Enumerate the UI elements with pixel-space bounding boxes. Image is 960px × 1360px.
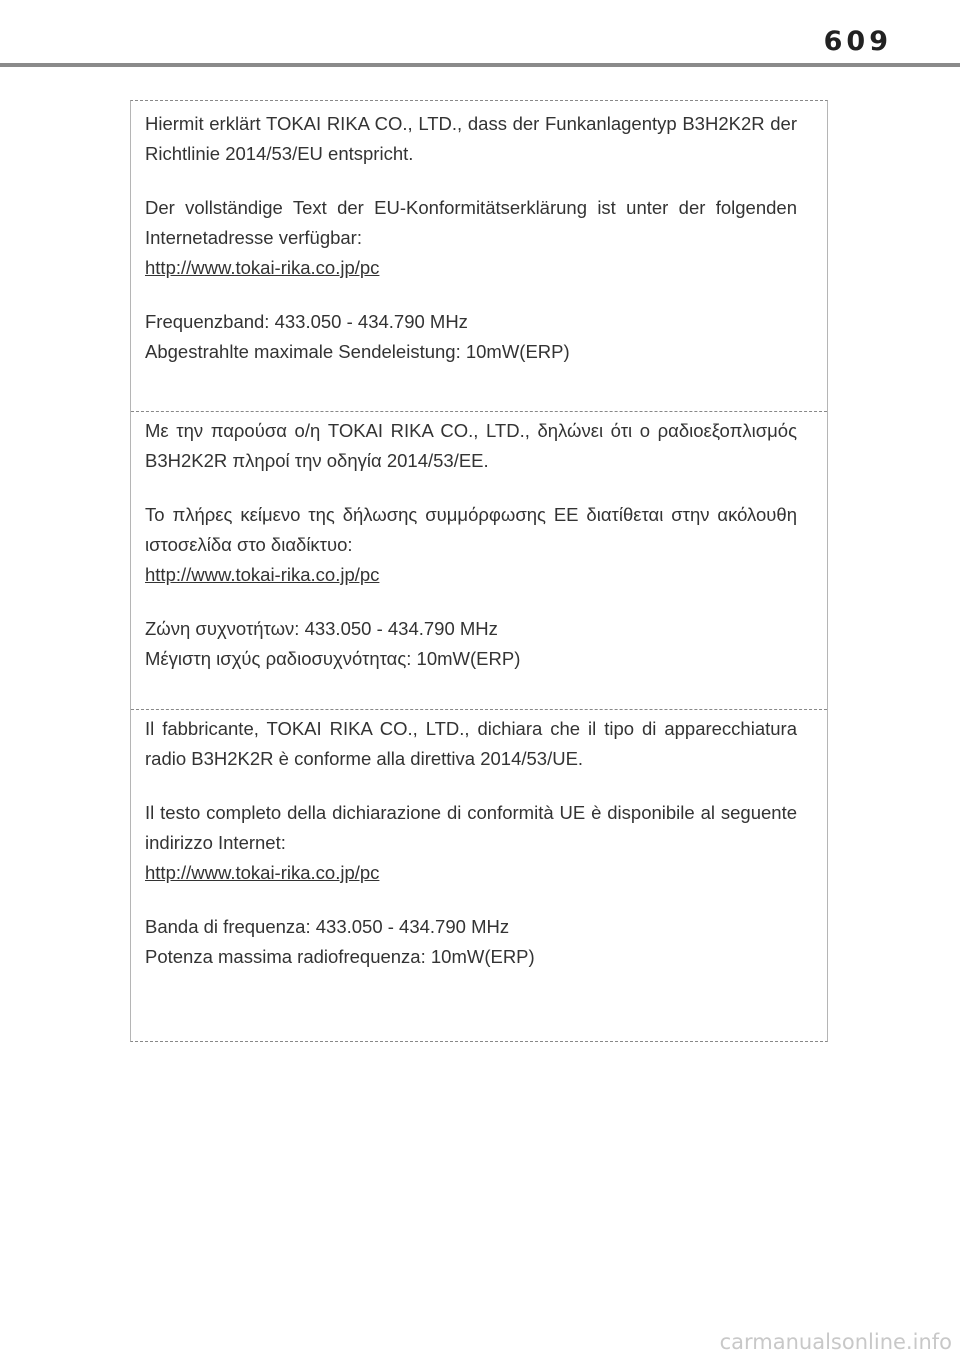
german-statement: Hiermit erklärt TOKAI RIKA CO., LTD., dass der Funkanlagentyp B3H2K2R der Richtlinie 2014/53/EU entspricht. bbox=[145, 113, 797, 164]
italian-availability: Il testo completo della dichiarazione di conformità UE è disponibile al seguente indirizzo Internet: bbox=[145, 802, 797, 853]
section-greek bbox=[131, 411, 827, 674]
header-rule bbox=[0, 63, 960, 67]
greek-specs bbox=[145, 614, 797, 674]
italian-specs bbox=[145, 912, 797, 972]
greek-frequency: Ζώνη συχνοτήτων: 433.050 - 434.790 MHz bbox=[145, 618, 498, 639]
declaration-box bbox=[130, 100, 828, 1042]
greek-power: Μέγιστη ισχύς ραδιοσυχνότητας: 10mW(ERP) bbox=[145, 648, 521, 669]
greek-url-link[interactable]: http://www.tokai-rika.co.jp/pc bbox=[145, 564, 380, 585]
italian-power: Potenza massima radiofrequenza: 10mW(ERP) bbox=[145, 946, 535, 967]
section-german bbox=[131, 109, 827, 367]
german-availability-block bbox=[145, 193, 797, 283]
german-url-link[interactable]: http://www.tokai-rika.co.jp/pc bbox=[145, 257, 380, 278]
italian-frequency: Banda di frequenza: 433.050 - 434.790 MHz bbox=[145, 916, 510, 937]
watermark: carmanualsonline.info bbox=[719, 1330, 952, 1354]
italian-statement: Il fabbricante, TOKAI RIKA CO., LTD., dichiara che il tipo di apparecchiatura radio B3H2K2R è conforme alla direttiva 2014/53/UE. bbox=[145, 718, 797, 769]
greek-availability-block bbox=[145, 500, 797, 590]
section-italian bbox=[131, 709, 827, 972]
german-specs bbox=[145, 307, 797, 367]
greek-statement: Με την παρούσα ο/η TOKAI RIKA CO., LTD., δηλώνει ότι ο ραδιοεξοπλισμός B3H2K2R πληροί την οδηγία 2014/53/ΕΕ. bbox=[145, 420, 797, 471]
italian-availability-block bbox=[145, 798, 797, 888]
greek-availability: Το πλήρες κείμενο της δήλωσης συμμόρφωσης ΕΕ διατίθεται στην ακόλουθη ιστοσελίδα στο διαδίκτυο: bbox=[145, 504, 797, 555]
german-frequency: Frequenzband: 433.050 - 434.790 MHz bbox=[145, 311, 468, 332]
german-availability: Der vollständige Text der EU-Konformitätserklärung ist unter der folgenden Internetadresse verfügbar: bbox=[145, 197, 797, 248]
german-power: Abgestrahlte maximale Sendeleistung: 10mW(ERP) bbox=[145, 341, 570, 362]
italian-url-link[interactable]: http://www.tokai-rika.co.jp/pc bbox=[145, 862, 380, 883]
page-number: 609 bbox=[823, 26, 892, 57]
